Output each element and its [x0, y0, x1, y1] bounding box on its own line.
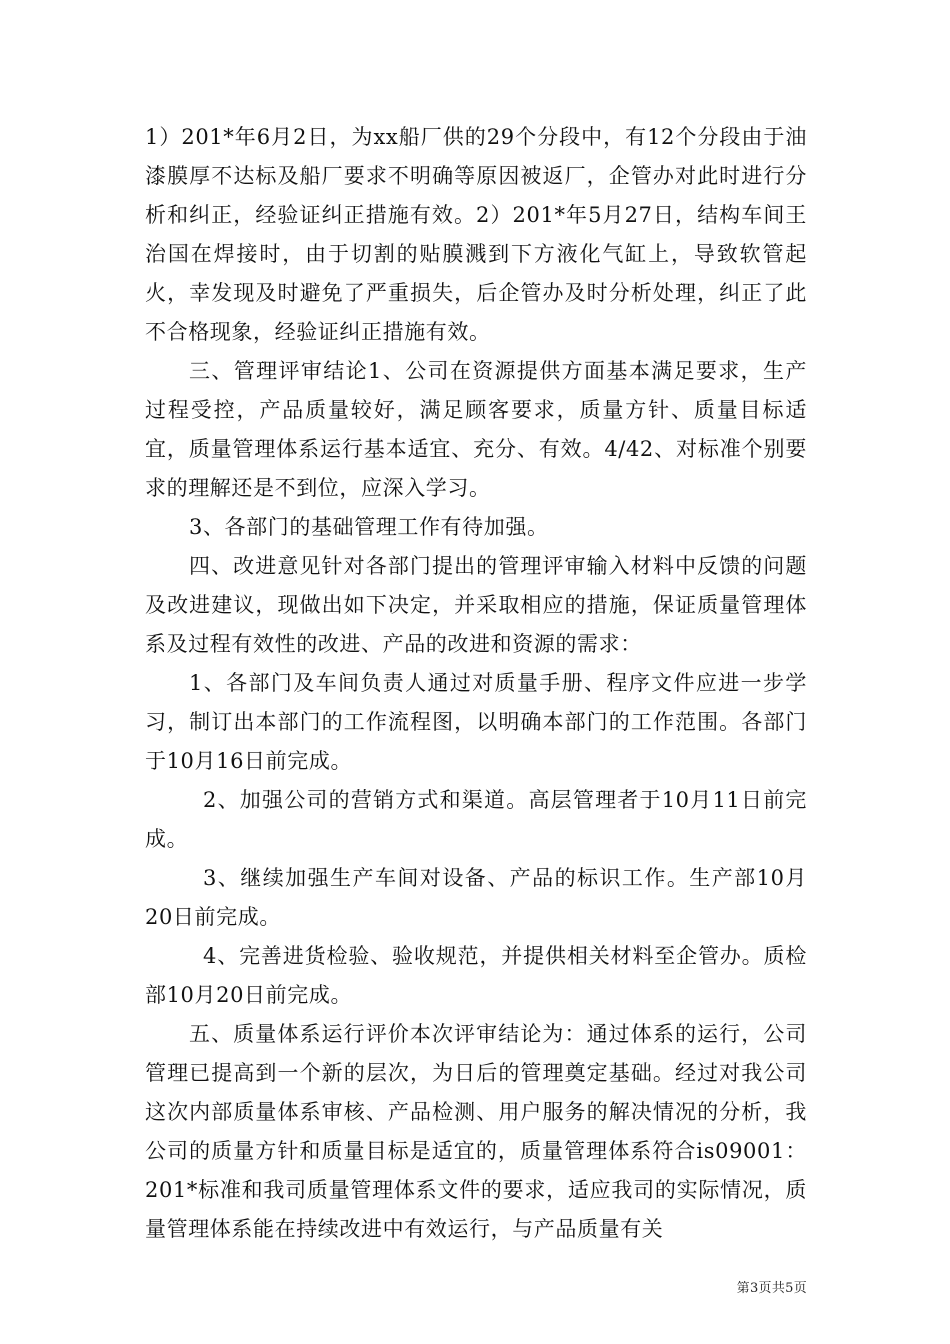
paragraph-item-1: 1、各部门及车间负责人通过对质量手册、程序文件应进一步学习，制订出本部门的工作流程图，以明确本部门的工作范围。各部门于10月16日前完成。	[145, 671, 807, 773]
paragraph-quality-evaluation: 五、质量体系运行评价本次评审结论为：通过体系的运行，公司管理已提高到一个新的层次，为日后的管理奠定基础。经过对我公司这次内部质量体系审核、产品检测、用户服务的解决情况的分析，我公司的质量方针和质量目标是适宜的，质量管理体系符合is09001：201*标准和我司质量管理体系文件的要求，适应我司的实际情况，质量管理体系能在持续改进中有效运行，与产品质量有关	[145, 1022, 807, 1241]
paragraph-basic-management: 3、各部门的基础管理工作有待加强。	[189, 515, 549, 539]
paragraph-item-3: 3、继续加强生产车间对设备、产品的标识工作。生产部10月20日前完成。	[145, 866, 807, 929]
document-body	[145, 118, 807, 1249]
page-number: 第3页共5页	[736, 1281, 807, 1296]
paragraph-improvement-opinions: 四、改进意见针对各部门提出的管理评审输入材料中反馈的问题及改进建议，现做出如下决定，并采取相应的措施，保证质量管理体系及过程有效性的改进、产品的改进和资源的需求：	[145, 554, 807, 656]
paragraph-corrective-actions: 1）201*年6月2日，为xx船厂供的29个分段中，有12个分段由于油漆膜厚不达标及船厂要求不明确等原因被返厂，企管办对此时进行分析和纠正，经验证纠正措施有效。2）201*年5月27日，结构车间王治国在焊接时，由于切割的贴膜溅到下方液化气缸上，导致软管起火，幸发现及时避免了严重损失，后企管办及时分析处理，纠正了此不合格现象，经验证纠正措施有效。	[145, 125, 807, 344]
paragraph-item-4: 4、完善进货检验、验收规范，并提供相关材料至企管办。质检部10月20日前完成。	[145, 944, 807, 1007]
paragraph-item-2: 2、加强公司的营销方式和渠道。高层管理者于10月11日前完成。	[145, 788, 807, 851]
paragraph-review-conclusion: 三、管理评审结论1、公司在资源提供方面基本满足要求，生产过程受控，产品质量较好，满足顾客要求，质量方针、质量目标适宜，质量管理体系运行基本适宜、充分、有效。4/42、对标准个别要求的理解还是不到位，应深入学习。	[145, 359, 807, 500]
